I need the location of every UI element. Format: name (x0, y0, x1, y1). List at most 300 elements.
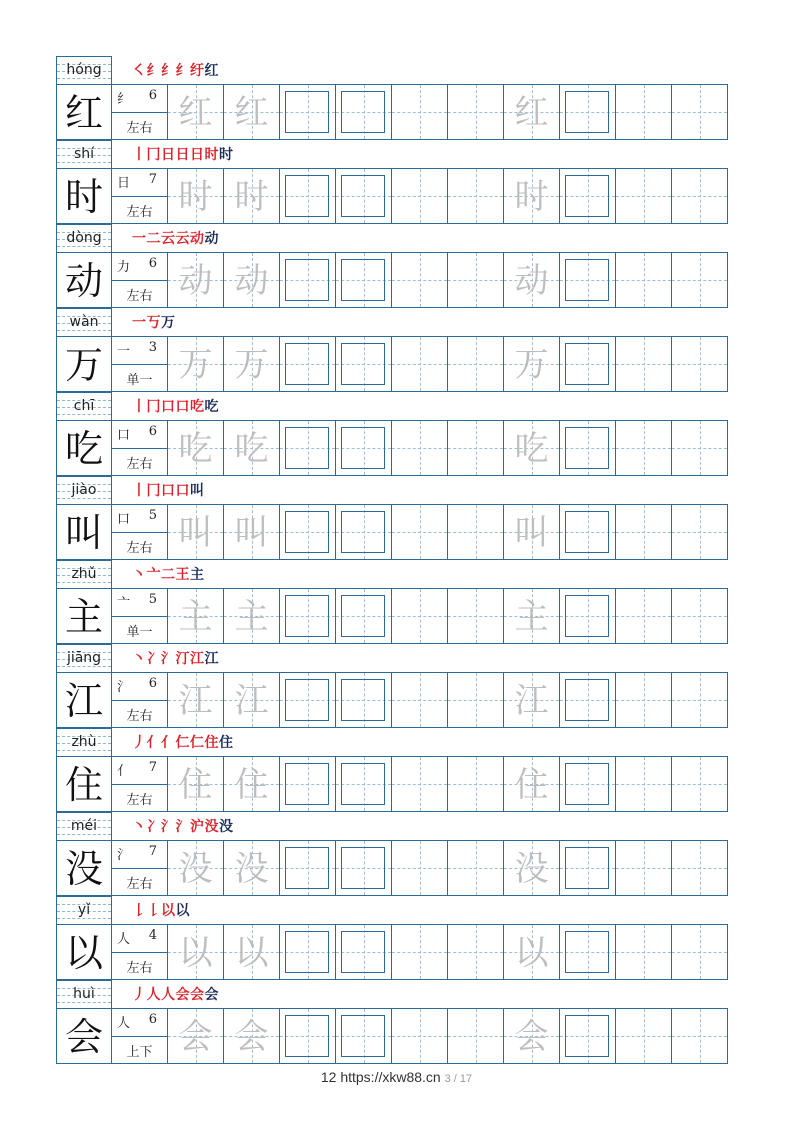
grid-cell[interactable] (448, 1008, 504, 1064)
stroke-step: 一 (132, 315, 147, 331)
inner-writing-box (341, 679, 385, 721)
stroke-step: 口 (161, 399, 176, 415)
grid-cell[interactable] (280, 672, 336, 728)
stroke-step: 丿 (132, 735, 147, 751)
grid-cell[interactable] (560, 504, 616, 560)
grid-cell[interactable] (168, 420, 224, 476)
model-character: 动 (64, 259, 103, 303)
grid-cell (56, 756, 112, 812)
trace-character: 没 (178, 849, 213, 889)
guide-horizontal (392, 952, 447, 953)
structure: 左右 (126, 541, 153, 556)
grid-cell (56, 168, 112, 224)
grid-cell[interactable] (280, 420, 336, 476)
grid-cell[interactable] (168, 84, 224, 140)
worksheet (56, 56, 730, 1064)
pinyin-row (56, 56, 730, 84)
grid-cell[interactable] (168, 840, 224, 896)
trace-character: 江 (178, 681, 213, 721)
grid-cell[interactable] (280, 756, 336, 812)
grid-cell[interactable] (336, 840, 392, 896)
trace-character: 江 (234, 681, 269, 721)
inner-writing-box (341, 175, 385, 217)
inner-writing-box (285, 511, 329, 553)
grid-cell[interactable] (672, 1008, 728, 1064)
grid-cell[interactable] (392, 588, 448, 644)
grid-cell[interactable] (672, 336, 728, 392)
grid-cell[interactable] (224, 420, 280, 476)
grid-cell[interactable] (448, 420, 504, 476)
grid-cell[interactable] (224, 756, 280, 812)
stroke-count: 5 (148, 592, 157, 607)
grid-cell[interactable] (560, 168, 616, 224)
guide-horizontal (616, 112, 671, 113)
inner-writing-box (565, 259, 609, 301)
trace-character: 没 (514, 849, 549, 889)
stroke-order (132, 984, 219, 1006)
trace-character: 时 (514, 177, 549, 217)
inner-writing-box (341, 763, 385, 805)
pinyin-row (56, 140, 730, 168)
trace-character: 红 (178, 93, 213, 133)
stroke-step: 氵 (161, 651, 176, 667)
grid-cell[interactable] (616, 840, 672, 896)
grid-cell[interactable] (336, 588, 392, 644)
grid-cell[interactable] (280, 252, 336, 308)
grid-cell[interactable] (336, 252, 392, 308)
grid-cell[interactable] (616, 420, 672, 476)
inner-writing-box (565, 763, 609, 805)
writing-grid (56, 924, 730, 980)
pinyin-box (56, 308, 112, 336)
grid-cell[interactable] (504, 168, 560, 224)
stroke-count: 7 (148, 844, 157, 859)
guide-horizontal (672, 280, 727, 281)
stroke-step: 亻 (161, 735, 176, 751)
structure: 左右 (126, 709, 153, 724)
stroke-step: 口 (175, 483, 190, 499)
trace-character: 江 (514, 681, 549, 721)
pinyin-row (56, 476, 730, 504)
info-top (112, 253, 167, 281)
grid-cell[interactable] (672, 84, 728, 140)
guide-horizontal (448, 196, 503, 197)
grid-cell[interactable] (616, 336, 672, 392)
pinyin: wàn (69, 314, 99, 330)
grid-cell[interactable] (392, 168, 448, 224)
grid-cell[interactable] (392, 672, 448, 728)
grid-cell[interactable] (168, 504, 224, 560)
structure: 单一 (126, 373, 153, 388)
grid-cell[interactable] (448, 336, 504, 392)
stroke-step: 口 (161, 483, 176, 499)
writing-grid (56, 84, 730, 140)
grid-cell (112, 504, 168, 560)
pinyin-row (56, 728, 730, 756)
grid-cell[interactable] (280, 84, 336, 140)
stroke-order (132, 564, 205, 586)
structure: 左右 (126, 457, 153, 472)
grid-cell[interactable] (616, 84, 672, 140)
inner-writing-box (341, 427, 385, 469)
stroke-step: 云 (161, 231, 176, 247)
grid-cell[interactable] (504, 1008, 560, 1064)
grid-cell[interactable] (616, 504, 672, 560)
grid-cell[interactable] (168, 1008, 224, 1064)
grid-cell[interactable] (560, 840, 616, 896)
stroke-order (132, 60, 219, 82)
stroke-order (132, 816, 234, 838)
grid-cell[interactable] (616, 588, 672, 644)
grid-cell[interactable] (504, 840, 560, 896)
info-top (112, 169, 167, 197)
guide-horizontal (392, 280, 447, 281)
grid-cell[interactable] (560, 420, 616, 476)
trace-character: 万 (514, 345, 549, 385)
stroke-step: 没 (219, 819, 234, 835)
grid-cell (56, 420, 112, 476)
pinyin: jiào (71, 482, 97, 498)
grid-cell (112, 840, 168, 896)
grid-cell[interactable] (280, 924, 336, 980)
grid-cell[interactable] (560, 1008, 616, 1064)
grid-cell[interactable] (672, 504, 728, 560)
grid-cell (112, 252, 168, 308)
grid-cell[interactable] (560, 252, 616, 308)
grid-cell[interactable] (336, 672, 392, 728)
radical: 亻 (117, 764, 131, 779)
guide-horizontal (448, 364, 503, 365)
stroke-step: 王 (175, 567, 190, 583)
grid-cell[interactable] (672, 840, 728, 896)
grid-cell[interactable] (224, 840, 280, 896)
stroke-step: 红 (204, 63, 219, 79)
stroke-step: 丿 (132, 987, 147, 1003)
stroke-order (132, 480, 205, 502)
stroke-step: 冫 (146, 651, 161, 667)
grid-cell (112, 420, 168, 476)
grid-cell[interactable] (280, 588, 336, 644)
stroke-step: 云 (175, 231, 190, 247)
footer-text: 12 https://xkw88.cn (320, 1069, 441, 1085)
grid-cell[interactable] (168, 672, 224, 728)
grid-cell[interactable] (672, 168, 728, 224)
char-block (56, 728, 730, 812)
writing-grid (56, 336, 730, 392)
grid-cell[interactable] (336, 420, 392, 476)
pinyin-box (56, 560, 112, 588)
grid-cell[interactable] (168, 756, 224, 812)
grid-cell[interactable] (224, 504, 280, 560)
grid-cell (56, 840, 112, 896)
pinyin-row (56, 896, 730, 924)
grid-cell[interactable] (224, 168, 280, 224)
stroke-order (132, 396, 219, 418)
stroke-step: 冂 (146, 147, 161, 163)
pinyin-row (56, 980, 730, 1008)
guide-horizontal (616, 280, 671, 281)
stroke-step: 氵 (175, 819, 190, 835)
char-block (56, 392, 730, 476)
pinyin-row (56, 308, 730, 336)
info-top (112, 673, 167, 701)
inner-writing-box (565, 427, 609, 469)
stroke-step: 日 (161, 147, 176, 163)
grid-cell[interactable] (616, 924, 672, 980)
stroke-step: 没 (204, 819, 219, 835)
grid-cell[interactable] (392, 756, 448, 812)
grid-cell[interactable] (392, 336, 448, 392)
grid-cell[interactable] (168, 336, 224, 392)
grid-cell (112, 1008, 168, 1064)
stroke-step: 𠄌 (132, 903, 147, 919)
grid-cell[interactable] (224, 252, 280, 308)
structure: 左右 (126, 793, 153, 808)
stroke-order (132, 228, 219, 250)
guide-horizontal (392, 1036, 447, 1037)
trace-character: 会 (514, 1017, 549, 1057)
guide-horizontal (448, 700, 503, 701)
grid-cell[interactable] (672, 756, 728, 812)
stroke-step: 江 (190, 651, 205, 667)
grid-cell[interactable] (280, 1008, 336, 1064)
grid-cell[interactable] (504, 588, 560, 644)
guide-horizontal (672, 616, 727, 617)
guide-horizontal (448, 784, 503, 785)
grid-cell (56, 84, 112, 140)
guide-horizontal (672, 448, 727, 449)
stroke-step: 以 (175, 903, 190, 919)
stroke-count: 7 (148, 760, 157, 775)
structure: 左右 (126, 289, 153, 304)
grid-cell[interactable] (672, 420, 728, 476)
pinyin: yǐ (77, 902, 91, 918)
stroke-step: 人 (161, 987, 176, 1003)
stroke-step: 丶 (132, 819, 147, 835)
char-block (56, 308, 730, 392)
radical: 人 (117, 1016, 131, 1031)
grid-cell[interactable] (448, 504, 504, 560)
model-character: 叫 (64, 511, 103, 555)
writing-grid (56, 672, 730, 728)
grid-cell[interactable] (560, 924, 616, 980)
model-character: 红 (64, 91, 103, 135)
trace-character: 住 (514, 765, 549, 805)
stroke-step: 一 (132, 231, 147, 247)
grid-cell[interactable] (168, 252, 224, 308)
grid-cell[interactable] (336, 756, 392, 812)
grid-cell[interactable] (504, 924, 560, 980)
grid-cell[interactable] (392, 1008, 448, 1064)
guide-horizontal (616, 868, 671, 869)
trace-character: 主 (234, 597, 269, 637)
stroke-step: 冂 (146, 399, 161, 415)
grid-cell[interactable] (336, 84, 392, 140)
guide-horizontal (616, 952, 671, 953)
grid-cell (56, 924, 112, 980)
radical: 氵 (117, 848, 131, 863)
writing-grid (56, 840, 730, 896)
grid-cell[interactable] (392, 504, 448, 560)
grid-cell[interactable] (672, 252, 728, 308)
inner-writing-box (565, 679, 609, 721)
grid-cell[interactable] (504, 84, 560, 140)
guide-horizontal (448, 1036, 503, 1037)
stroke-step: 日 (175, 147, 190, 163)
grid-cell[interactable] (448, 252, 504, 308)
grid-cell[interactable] (672, 588, 728, 644)
grid-cell[interactable] (504, 252, 560, 308)
stroke-step: 氵 (161, 819, 176, 835)
stroke-step: 会 (175, 987, 190, 1003)
grid-cell[interactable] (280, 504, 336, 560)
inner-writing-box (565, 931, 609, 973)
grid-cell[interactable] (504, 420, 560, 476)
trace-character: 叫 (514, 513, 549, 553)
grid-cell[interactable] (616, 756, 672, 812)
trace-character: 红 (514, 93, 549, 133)
guide-horizontal (616, 616, 671, 617)
grid-cell (56, 504, 112, 560)
grid-cell[interactable] (448, 588, 504, 644)
guide-horizontal (616, 364, 671, 365)
inner-writing-box (285, 595, 329, 637)
grid-cell[interactable] (616, 672, 672, 728)
stroke-step: 冂 (146, 483, 161, 499)
stroke-count: 7 (148, 172, 157, 187)
grid-cell (56, 336, 112, 392)
grid-cell[interactable] (392, 252, 448, 308)
char-block (56, 224, 730, 308)
inner-writing-box (565, 847, 609, 889)
stroke-count: 3 (148, 340, 157, 355)
grid-cell[interactable] (672, 672, 728, 728)
grid-cell[interactable] (336, 1008, 392, 1064)
info-top (112, 589, 167, 617)
grid-cell[interactable] (392, 924, 448, 980)
grid-cell[interactable] (224, 84, 280, 140)
model-character: 主 (64, 595, 103, 639)
grid-cell[interactable] (224, 1008, 280, 1064)
inner-writing-box (285, 847, 329, 889)
model-character: 住 (64, 763, 103, 807)
stroke-step: 时 (204, 147, 219, 163)
grid-cell[interactable] (168, 588, 224, 644)
grid-cell[interactable] (336, 924, 392, 980)
grid-cell[interactable] (224, 336, 280, 392)
grid-cell[interactable] (224, 924, 280, 980)
trace-character: 万 (178, 345, 213, 385)
pinyin: shí (73, 146, 95, 162)
trace-character: 万 (234, 345, 269, 385)
grid-cell[interactable] (560, 336, 616, 392)
grid-cell[interactable] (392, 420, 448, 476)
grid-cell[interactable] (616, 252, 672, 308)
trace-character: 会 (178, 1017, 213, 1057)
grid-cell[interactable] (336, 336, 392, 392)
guide-horizontal (392, 616, 447, 617)
guide-horizontal (392, 196, 447, 197)
stroke-step: 纡 (190, 63, 205, 79)
pinyin: hóng (66, 62, 102, 78)
grid-cell[interactable] (616, 168, 672, 224)
radical: 日 (117, 176, 131, 191)
grid-cell[interactable] (280, 168, 336, 224)
grid-cell[interactable] (560, 672, 616, 728)
guide-horizontal (448, 112, 503, 113)
trace-character: 以 (234, 933, 269, 973)
grid-cell[interactable] (448, 756, 504, 812)
stroke-step: 丨 (132, 147, 147, 163)
grid-cell[interactable] (168, 924, 224, 980)
trace-character: 以 (178, 933, 213, 973)
inner-writing-box (565, 595, 609, 637)
model-character: 以 (64, 931, 103, 975)
grid-cell[interactable] (280, 336, 336, 392)
page-number: 3 / 17 (444, 1073, 473, 1085)
grid-cell[interactable] (504, 756, 560, 812)
stroke-step: 汀 (175, 651, 190, 667)
grid-cell[interactable] (168, 168, 224, 224)
grid-cell[interactable] (336, 168, 392, 224)
grid-cell[interactable] (560, 84, 616, 140)
grid-cell (56, 588, 112, 644)
model-character: 会 (64, 1015, 103, 1059)
guide-horizontal (616, 784, 671, 785)
stroke-step: 二 (146, 231, 161, 247)
char-block (56, 896, 730, 980)
info-top (112, 337, 167, 365)
trace-character: 叫 (178, 513, 213, 553)
grid-cell[interactable] (504, 672, 560, 728)
grid-cell[interactable] (504, 336, 560, 392)
grid-cell[interactable] (672, 924, 728, 980)
guide-horizontal (392, 700, 447, 701)
structure: 左右 (126, 121, 153, 136)
grid-cell[interactable] (616, 1008, 672, 1064)
guide-horizontal (616, 196, 671, 197)
info-top (112, 925, 167, 953)
grid-cell[interactable] (392, 840, 448, 896)
grid-cell[interactable] (224, 588, 280, 644)
inner-writing-box (285, 427, 329, 469)
stroke-step: 丨 (132, 399, 147, 415)
char-block (56, 476, 730, 560)
writing-grid (56, 252, 730, 308)
grid-cell[interactable] (448, 84, 504, 140)
grid-cell[interactable] (448, 840, 504, 896)
stroke-count: 5 (148, 508, 157, 523)
grid-cell[interactable] (448, 168, 504, 224)
grid-cell[interactable] (448, 672, 504, 728)
grid-cell[interactable] (560, 588, 616, 644)
grid-cell[interactable] (280, 840, 336, 896)
grid-cell[interactable] (560, 756, 616, 812)
guide-horizontal (448, 448, 503, 449)
trace-character: 住 (178, 765, 213, 805)
stroke-step: 丂 (146, 315, 161, 331)
grid-cell[interactable] (224, 672, 280, 728)
stroke-step: 会 (204, 987, 219, 1003)
trace-character: 主 (178, 597, 213, 637)
grid-cell[interactable] (392, 84, 448, 140)
grid-cell[interactable] (448, 924, 504, 980)
grid-cell[interactable] (504, 504, 560, 560)
guide-horizontal (672, 112, 727, 113)
pinyin-box (56, 728, 112, 756)
guide-horizontal (448, 952, 503, 953)
grid-cell[interactable] (336, 504, 392, 560)
